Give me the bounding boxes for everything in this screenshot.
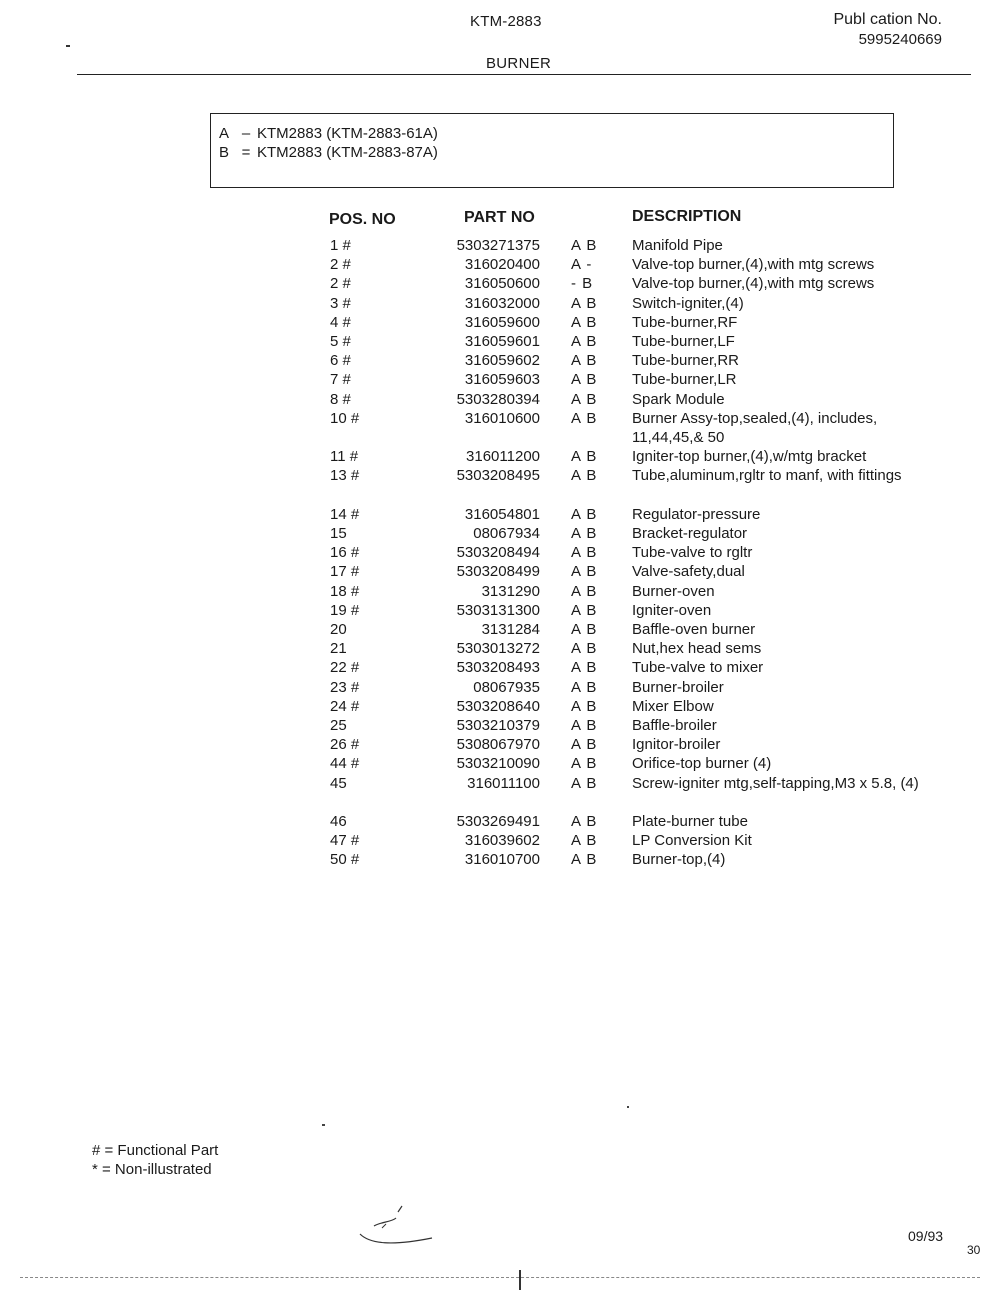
models-cell: A B xyxy=(571,294,598,312)
footnote-non-illustrated: * = Non-illustrated xyxy=(92,1161,212,1178)
part-number-cell: 3131290 xyxy=(481,582,540,600)
description-cell: Tube-valve to rgltr xyxy=(632,544,753,562)
header-divider xyxy=(77,74,971,75)
part-number-cell: 5303208640 xyxy=(456,697,540,715)
publication-number: 5995240669 xyxy=(858,31,942,48)
models-cell: A B xyxy=(571,371,598,389)
pos-cell: 2 # xyxy=(330,275,351,293)
part-number-cell: 316059600 xyxy=(464,313,540,331)
part-number-cell: 5303210090 xyxy=(456,755,540,773)
publication-label: Publ cation No. xyxy=(833,11,942,28)
models-cell: - B xyxy=(571,275,594,293)
pos-cell: 5 # xyxy=(330,333,351,350)
description-cell: Mixer Elbow xyxy=(632,697,714,715)
column-header-pos: POS. NO xyxy=(329,211,396,228)
part-number-cell: 5303271375 xyxy=(456,237,540,254)
scan-mark xyxy=(627,1106,629,1108)
legend-separator: – xyxy=(241,125,251,142)
pos-cell: 16 # xyxy=(330,544,360,562)
models-cell: A B xyxy=(571,390,598,408)
description-cell: Tube-burner,RF xyxy=(632,313,738,331)
pos-cell: 17 # xyxy=(330,563,360,581)
part-number-cell: 316050600 xyxy=(464,275,540,293)
description-cell: Screw-igniter mtg,self-tapping,M3 x 5.8, (4) xyxy=(632,774,919,792)
description-cell: Tube-burner,LF xyxy=(632,333,735,350)
models-cell: A B xyxy=(571,659,598,677)
part-number-cell: 5303208495 xyxy=(456,467,540,485)
description-cell: Regulator-pressure xyxy=(632,505,761,523)
pos-cell: 21 xyxy=(330,640,347,658)
pos-cell: 14 # xyxy=(330,505,360,523)
description-cell: Ignitor-broiler xyxy=(632,736,721,754)
models-cell: A B xyxy=(571,467,598,485)
revision-date: 09/93 xyxy=(908,1228,944,1244)
footnote-functional: # = Functional Part xyxy=(92,1142,219,1159)
part-number-cell: 5303280394 xyxy=(456,390,540,408)
part-number-cell: 5303208499 xyxy=(456,563,540,581)
models-cell: A B xyxy=(571,851,598,869)
part-number-cell: 5303269491 xyxy=(456,813,540,830)
description-cell: Igniter-oven xyxy=(632,601,712,619)
pos-cell: 11 # xyxy=(330,448,359,466)
part-number-cell: 316011200 xyxy=(466,448,540,466)
models-cell: A B xyxy=(571,755,598,773)
models-cell: A B xyxy=(571,448,598,466)
pos-cell: 50 # xyxy=(330,851,360,869)
part-number-cell: 5303210379 xyxy=(456,717,540,734)
models-cell: A B xyxy=(571,621,598,638)
model-code: KTM-2883 xyxy=(470,13,542,30)
description-cell: Orifice-top burner (4) xyxy=(632,755,772,773)
legend-code: B xyxy=(219,144,230,161)
pos-cell: 18 # xyxy=(330,582,360,600)
models-cell: A B xyxy=(571,237,598,254)
pos-cell: 23 # xyxy=(330,678,360,696)
description-cell: Plate-burner tube xyxy=(632,813,748,830)
scan-mark xyxy=(66,45,70,47)
models-cell: A B xyxy=(571,717,598,734)
models-cell: A B xyxy=(571,409,598,427)
description-cell: Valve-top burner,(4),with mtg screws xyxy=(632,256,875,274)
part-number-cell: 316059602 xyxy=(464,352,540,370)
part-number-cell: 316010700 xyxy=(464,851,540,869)
pos-cell: 19 # xyxy=(330,601,360,619)
models-cell: A B xyxy=(571,544,598,562)
handwritten-mark xyxy=(352,1198,442,1258)
models-cell: A B xyxy=(571,563,598,581)
pos-cell: 1 # xyxy=(330,237,351,254)
models-cell: A B xyxy=(571,774,598,792)
legend-row-a xyxy=(219,124,893,143)
part-number-cell: 316054801 xyxy=(464,505,540,523)
models-cell: A B xyxy=(571,313,598,331)
pos-cell: 26 # xyxy=(330,736,360,754)
part-number-cell: 316032000 xyxy=(464,294,540,312)
description-cell: Tube-burner,LR xyxy=(632,371,737,389)
legend-model: KTM2883 (KTM-2883-61A) xyxy=(257,125,438,142)
pos-cell: 10 # xyxy=(330,409,360,427)
pos-cell: 4 # xyxy=(330,313,351,331)
part-number-cell: 08067934 xyxy=(473,525,540,542)
models-cell: A B xyxy=(571,678,598,696)
part-number-cell: 5303208493 xyxy=(456,659,540,677)
models-cell: A B xyxy=(571,505,598,523)
models-cell: A B xyxy=(571,813,598,830)
part-number-cell: 5308067970 xyxy=(456,736,540,754)
pos-cell: 2 # xyxy=(330,256,351,274)
scan-mark xyxy=(322,1124,325,1126)
models-cell: A B xyxy=(571,352,598,370)
part-number-cell: 3131284 xyxy=(481,621,540,638)
pos-cell: 7 # xyxy=(330,371,351,389)
pos-cell: 22 # xyxy=(330,659,360,677)
models-cell: A B xyxy=(571,640,598,658)
pos-cell: 13 # xyxy=(330,467,360,485)
scan-mark xyxy=(519,1270,521,1290)
part-number-cell: 316059601 xyxy=(464,333,540,350)
part-number-cell: 5303013272 xyxy=(456,640,540,658)
description-cell: Igniter-top burner,(4),w/mtg bracket xyxy=(632,448,867,466)
description-cell: LP Conversion Kit xyxy=(632,832,752,850)
legend-code: A xyxy=(219,125,230,142)
pos-cell: 47 # xyxy=(330,832,360,850)
description-cell: Burner-oven xyxy=(632,582,715,600)
pos-cell: 15 xyxy=(330,525,347,542)
pos-cell: 8 # xyxy=(330,390,351,408)
part-number-cell: 316011100 xyxy=(467,774,540,792)
description-cell: Burner-top,(4) xyxy=(632,851,726,869)
pos-cell: 25 xyxy=(330,717,347,734)
pos-cell: 44 # xyxy=(330,755,360,773)
pos-cell: 45 xyxy=(330,774,347,792)
models-cell: A B xyxy=(571,697,598,715)
models-cell: A B xyxy=(571,601,598,619)
models-cell: A B xyxy=(571,736,598,754)
models-cell: A B xyxy=(571,525,598,542)
description-cell: Bracket-regulator xyxy=(632,525,748,542)
part-number-cell: 5303131300 xyxy=(456,601,540,619)
description-cell: Nut,hex head sems xyxy=(632,640,762,658)
part-number-cell: 316010600 xyxy=(464,409,540,427)
part-number-cell: 316020400 xyxy=(464,256,540,274)
column-header-part: PART NO xyxy=(464,209,535,226)
description-cell: Manifold Pipe xyxy=(632,237,723,254)
description-cell: Tube-valve to mixer xyxy=(632,659,764,677)
pos-cell: 6 # xyxy=(330,352,351,370)
description-cell: Burner-broiler xyxy=(632,678,724,696)
footnotes xyxy=(92,1141,218,1179)
description-cell: Valve-top burner,(4),with mtg screws xyxy=(632,275,875,293)
footer-divider xyxy=(20,1277,980,1278)
pos-cell: 46 xyxy=(330,813,347,830)
pos-cell: 24 # xyxy=(330,697,360,715)
models-cell: A B xyxy=(571,582,598,600)
description-cell: Baffle-broiler xyxy=(632,717,717,734)
models-cell: A B xyxy=(571,333,598,350)
part-number-cell: 5303208494 xyxy=(456,544,540,562)
part-number-cell: 316059603 xyxy=(464,371,540,389)
description-cell: Spark Module xyxy=(632,390,725,408)
model-legend xyxy=(210,113,894,188)
description-cell: Tube,aluminum,rgltr to manf, with fittings xyxy=(632,467,902,485)
description-cell: Switch-igniter,(4) xyxy=(632,294,744,312)
section-title: BURNER xyxy=(486,55,552,72)
description-cell: Tube-burner,RR xyxy=(632,352,739,370)
description-cell: Valve-safety,dual xyxy=(632,563,745,581)
legend-separator: = xyxy=(241,144,251,161)
description-cell: Baffle-oven burner xyxy=(632,621,756,638)
pos-cell: 3 # xyxy=(330,294,351,312)
description-cell: Burner Assy-top,sealed,(4), includes, 11,44,45,& 50 xyxy=(632,409,878,446)
part-number-cell: 08067935 xyxy=(473,678,540,696)
page-number: 30 xyxy=(967,1243,981,1257)
legend-model: KTM2883 (KTM-2883-87A) xyxy=(257,144,438,161)
legend-row-b xyxy=(219,143,893,162)
models-cell: A - xyxy=(571,256,593,274)
pos-cell: 20 xyxy=(330,621,347,638)
column-header-description: DESCRIPTION xyxy=(632,208,742,225)
models-cell: A B xyxy=(571,832,598,850)
part-number-cell: 316039602 xyxy=(464,832,540,850)
